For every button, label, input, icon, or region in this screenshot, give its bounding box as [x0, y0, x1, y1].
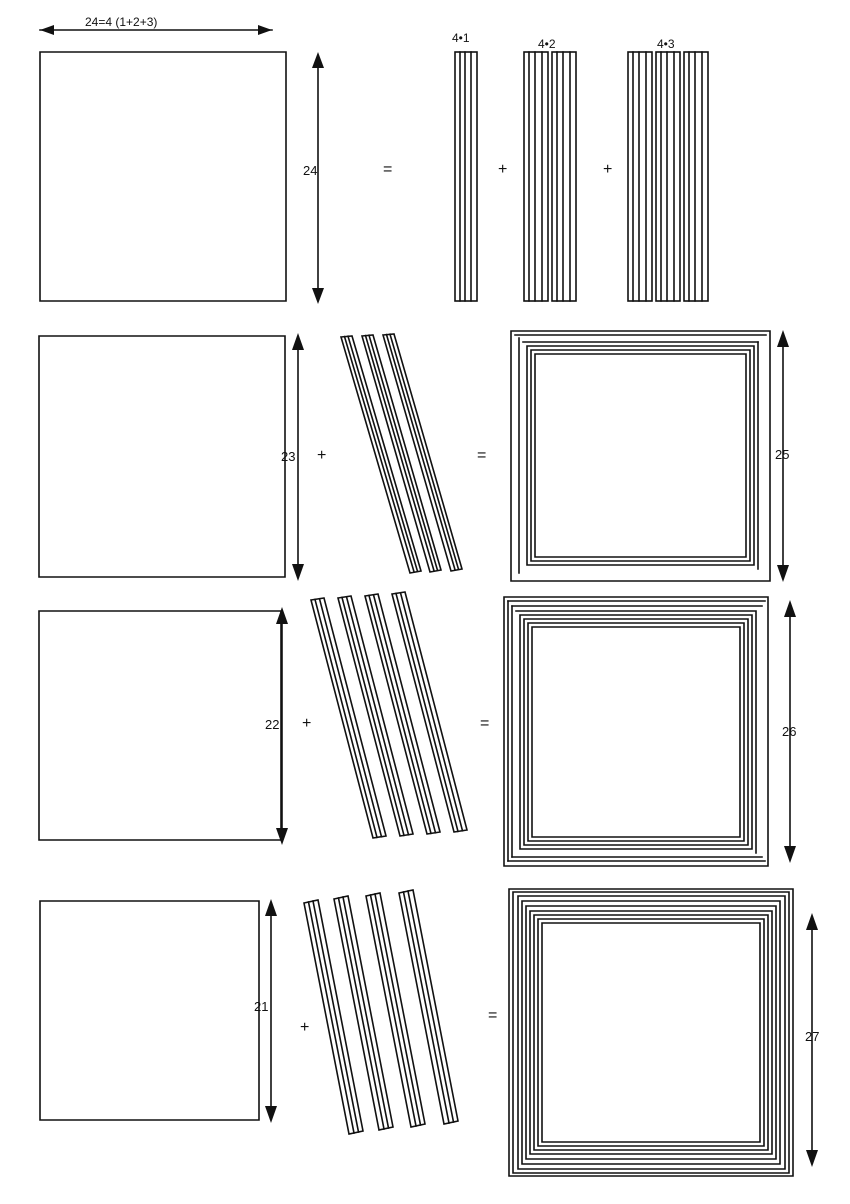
row1-strip-group-1	[455, 52, 477, 301]
row4-result-square	[509, 889, 793, 1176]
row1-strip-group-label-1: 4•1	[452, 31, 470, 45]
row1-vertical-dimension-arrow	[312, 52, 324, 304]
row1-strip-group-label-2: 4•2	[538, 37, 556, 51]
row1-operator-plus-2: +	[603, 161, 613, 178]
row4-square	[40, 901, 259, 1120]
row1-strip-group-2	[524, 52, 576, 301]
row1-operator-plus-1: +	[498, 161, 508, 178]
row3-operator-equals: =	[480, 715, 490, 732]
row1-strip-group-label-3: 4•3	[657, 37, 675, 51]
row3-operator-plus: +	[302, 715, 312, 732]
row2-operator-plus: +	[317, 447, 327, 464]
row2-operator-equals: =	[477, 447, 487, 464]
row4-operator-plus: +	[300, 1019, 310, 1036]
row1-strip-group-3	[628, 52, 708, 301]
row2-result-label: 25	[775, 447, 790, 462]
row4-square-label: 21	[254, 999, 269, 1014]
row4-result-label: 27	[805, 1029, 820, 1044]
row2-square	[39, 336, 285, 577]
row2-square-label: 23	[281, 449, 296, 464]
title-expression: 24=4 (1+2+3)	[85, 15, 158, 29]
row3-tilted-strips	[311, 592, 467, 838]
row1-operator-equals: =	[383, 161, 393, 178]
row2-tilted-strips	[341, 334, 462, 573]
row1-square-label: 24	[303, 163, 318, 178]
row2-result-square	[511, 331, 770, 581]
row3-square	[39, 611, 281, 840]
row3-square-label: 22	[265, 717, 280, 732]
row1-square	[40, 52, 286, 301]
row4-tilted-strips	[304, 890, 458, 1134]
row3-result-square	[504, 597, 768, 866]
row3-result-label: 26	[782, 724, 797, 739]
row4-operator-equals: =	[488, 1007, 498, 1024]
